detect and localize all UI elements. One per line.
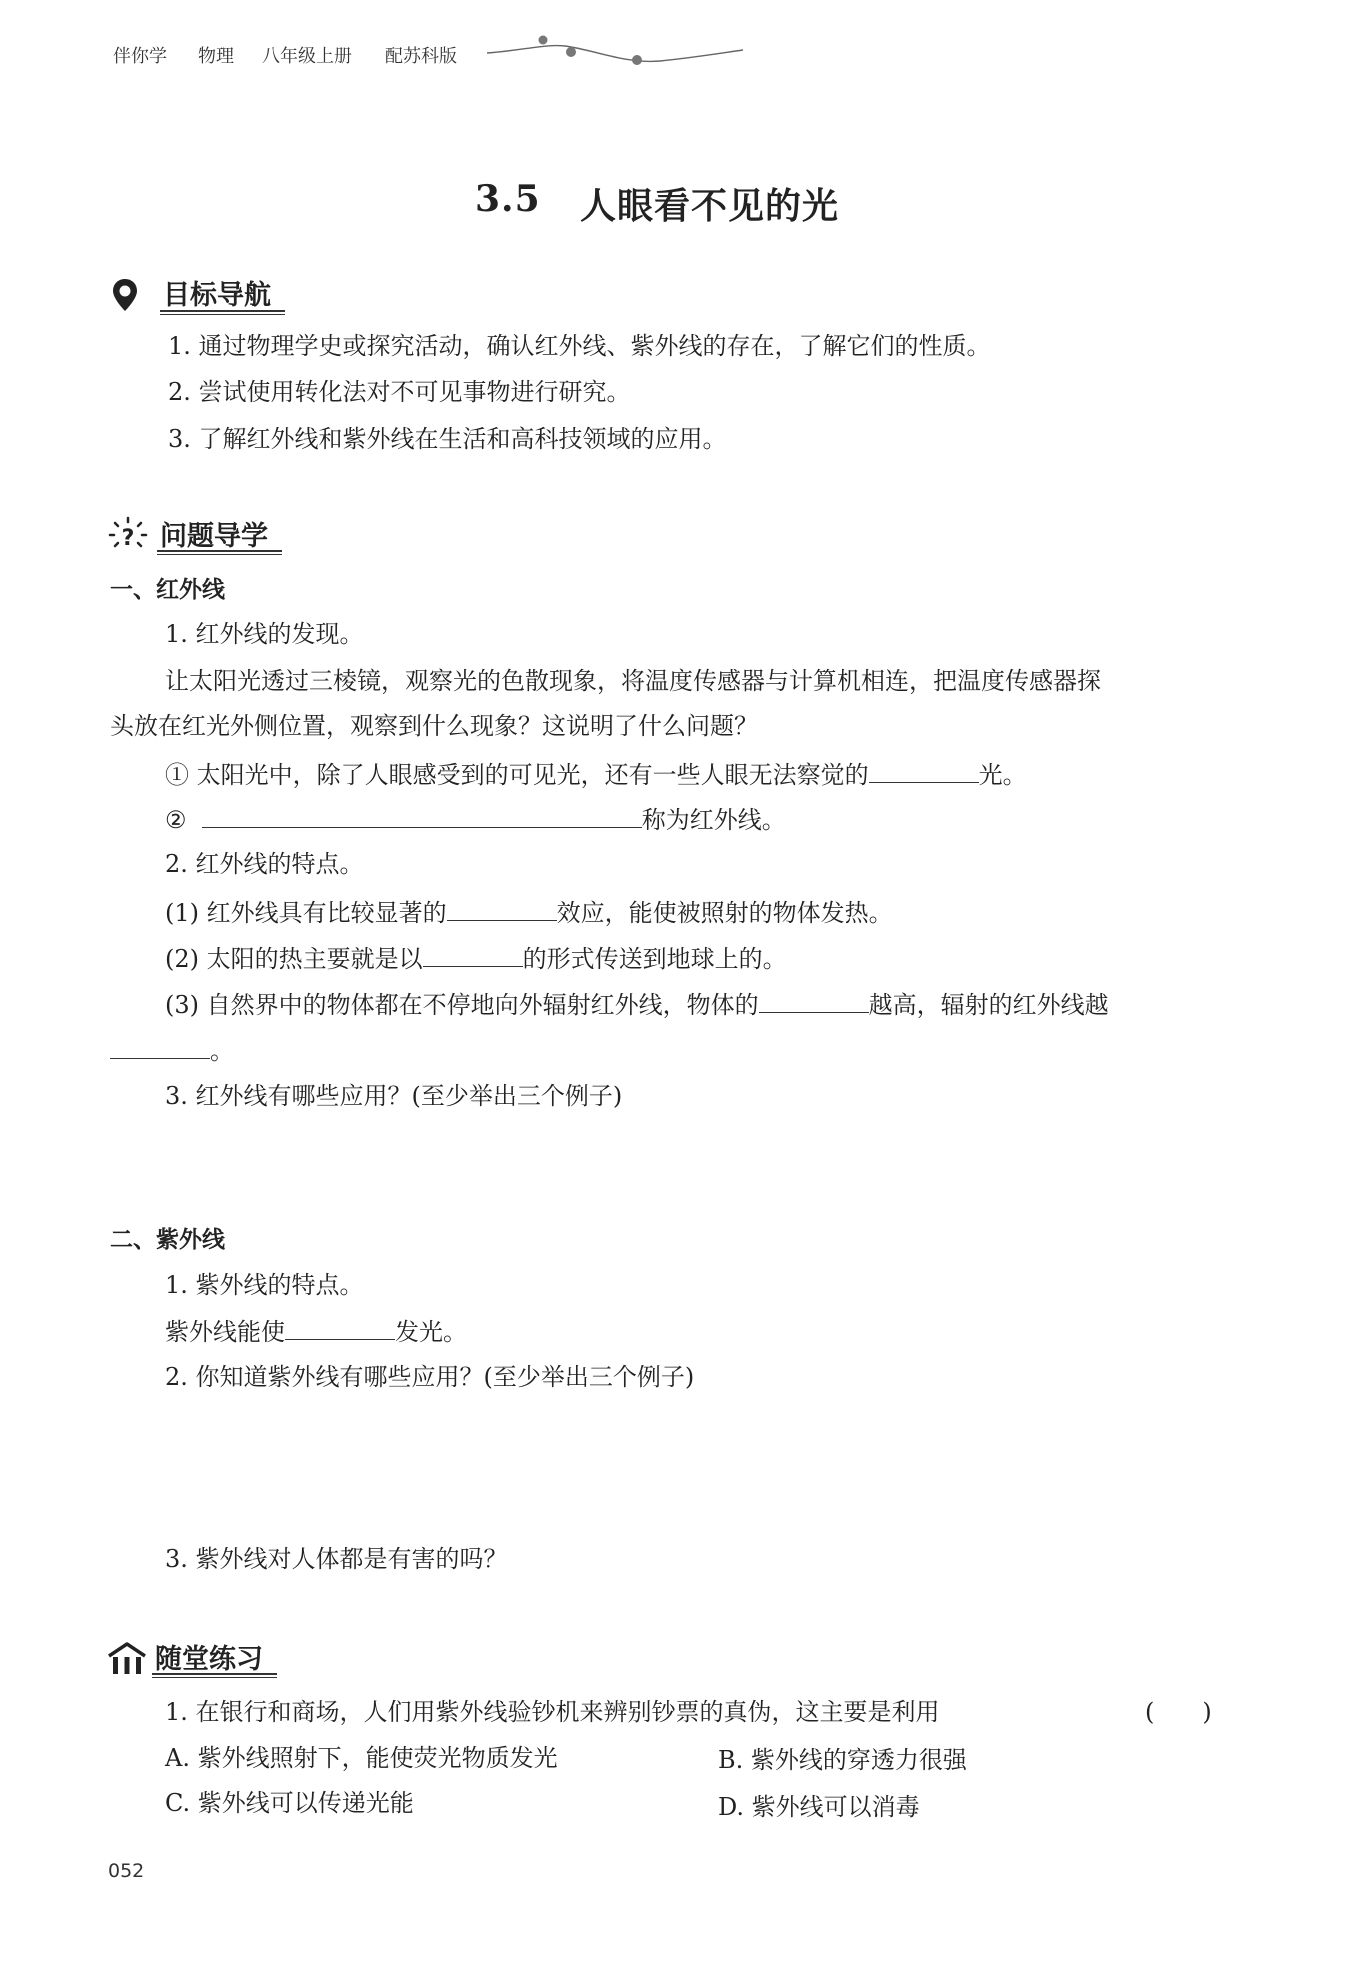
classroom-icon — [107, 1642, 147, 1676]
answer-blank[interactable] — [202, 801, 642, 828]
header-subject: 物理 — [198, 46, 234, 67]
header-grade: 八年级上册 — [262, 46, 352, 67]
lesson-title: 人眼看不见的光 — [580, 185, 840, 227]
header-edition: 配苏科版 — [385, 46, 457, 67]
ultraviolet-heading: 二、紫外线 — [110, 1227, 225, 1253]
infrared-q1-a: ① 太阳光中，除了人眼感受到的可见光，还有一些人眼无法察觉的 光。 — [165, 756, 1027, 792]
infrared-q3: 3. 红外线有哪些应用？(至少举出三个例子) — [165, 1082, 623, 1110]
answer-blank[interactable] — [110, 1032, 210, 1059]
infrared-q1-text: 让太阳光透过三棱镜，观察光的色散现象，将温度传感器与计算机相连，把温度传感器探 — [165, 667, 1101, 695]
answer-blank[interactable] — [447, 894, 557, 921]
infrared-q2-3: (3) 自然界中的物体都在不停地向外辐射红外线，物体的 越高，辐射的红外线越 — [165, 986, 1109, 1022]
location-pin-icon — [112, 278, 138, 312]
infrared-q2-2: (2) 太阳的热主要就是以 的形式传送到地球上的。 — [165, 940, 787, 976]
answer-paren[interactable]: ( ) — [1145, 1698, 1212, 1726]
answer-blank[interactable] — [759, 986, 869, 1013]
practice-heading: 随堂练习 — [155, 1644, 263, 1675]
infrared-q1-title: 1. 红外线的发现。 — [165, 620, 364, 648]
ultraviolet-q2: 2. 你知道紫外线有哪些应用？(至少举出三个例子) — [165, 1363, 695, 1391]
infrared-q2-title: 2. 红外线的特点。 — [165, 850, 364, 878]
practice-q1: 1. 在银行和商场，人们用紫外线验钞机来辨别钞票的真伪，这主要是利用 — [165, 1698, 940, 1726]
goal-item: 2. 尝试使用转化法对不可见事物进行研究。 — [168, 378, 631, 406]
ultraviolet-q3: 3. 紫外线对人体都是有害的吗？ — [165, 1545, 508, 1573]
option-a[interactable]: A. 紫外线照射下，能使荧光物质发光 — [165, 1744, 558, 1772]
infrared-heading: 一、红外线 — [110, 577, 225, 603]
header-book: 伴你学 — [113, 46, 167, 67]
guide-heading: 问题导学 — [160, 521, 268, 552]
question-bulb-icon — [108, 516, 148, 552]
option-c[interactable]: C. 紫外线可以传递光能 — [165, 1789, 414, 1817]
guide-heading-underline — [157, 550, 282, 552]
infrared-q2-3-cont: 。 — [110, 1032, 234, 1068]
answer-blank[interactable] — [285, 1313, 395, 1340]
goals-heading: 目标导航 — [163, 280, 271, 311]
goals-heading-underline — [160, 310, 285, 312]
goal-item: 3. 了解红外线和紫外线在生活和高科技领域的应用。 — [168, 425, 727, 453]
svg-text:?: ? — [121, 526, 135, 551]
infrared-q1-b: ② 称为红外线。 — [165, 801, 786, 837]
infrared-q2-1: (1) 红外线具有比较显著的 效应，能使被照射的物体发热。 — [165, 894, 893, 930]
answer-blank[interactable] — [423, 940, 523, 967]
header-wave-decoration — [485, 28, 745, 73]
goal-item: 1. 通过物理学史或探究活动，确认红外线、紫外线的存在，了解它们的性质。 — [168, 332, 991, 360]
infrared-q1-text: 头放在红光外侧位置，观察到什么现象？这说明了什么问题？ — [110, 712, 758, 740]
answer-blank[interactable] — [869, 756, 979, 783]
option-d[interactable]: D. 紫外线可以消毒 — [718, 1793, 920, 1821]
ultraviolet-q1-title: 1. 紫外线的特点。 — [165, 1271, 364, 1299]
option-b[interactable]: B. 紫外线的穿透力很强 — [718, 1746, 967, 1774]
lesson-number: 3.5 — [475, 178, 541, 220]
page-number: 052 — [108, 1860, 145, 1882]
ultraviolet-q1: 紫外线能使 发光。 — [165, 1313, 467, 1349]
practice-heading-underline — [152, 1673, 277, 1675]
